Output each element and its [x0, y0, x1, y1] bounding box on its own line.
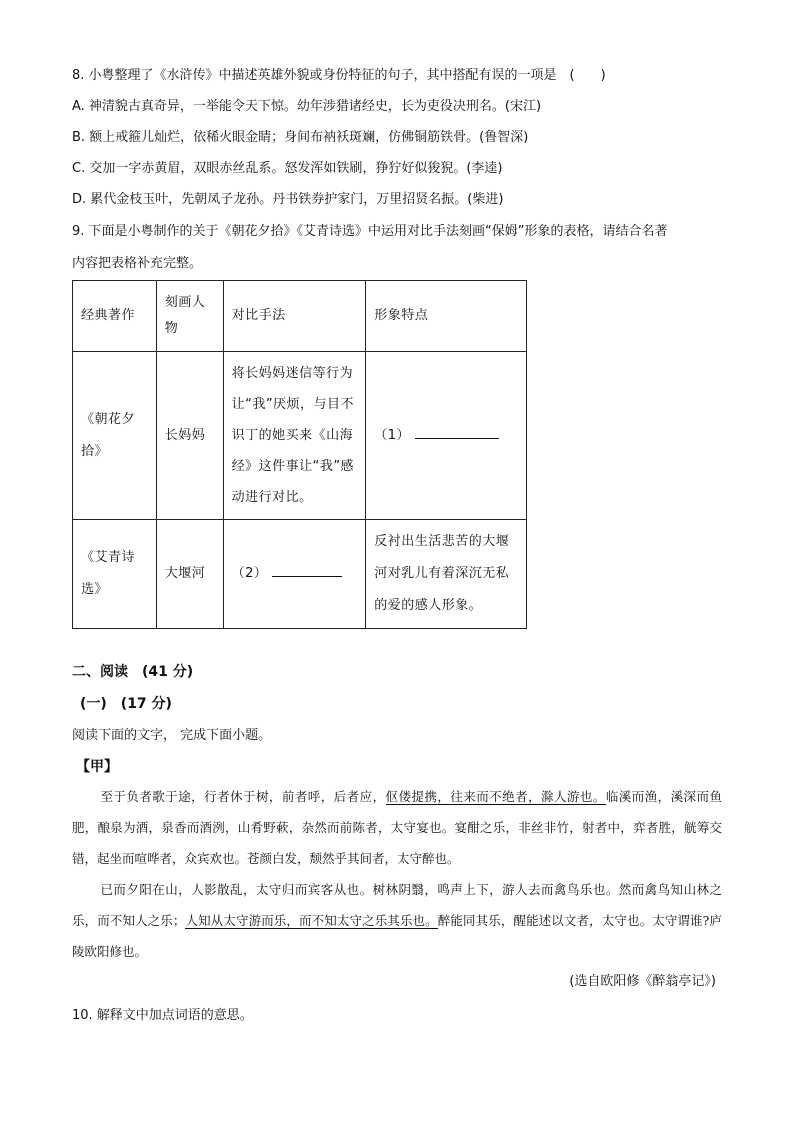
cell-trait: 反衬出生活悲苦的大堰河对乳儿有着深沉无私的爱的感人形象。: [366, 520, 527, 629]
question-8-option-b: B. 额上戒箍儿灿烂，依稀火眼金睛；身间布衲袄斑斓，仿佛铜筋铁骨。(鲁智深): [72, 130, 529, 145]
question-10-stem: 10. 解释文中加点词语的意思。: [72, 1008, 253, 1023]
cell-contrast: 将长妈妈迷信等行为让“我”厌烦，与目不识丁的她买来《山海经》这件事让“我”感动进行对比。: [223, 352, 366, 520]
question-8-option-c: C. 交加一字赤黄眉，双眼赤丝乱系。怒发浑如铁刷，狰狞好似狻猊。(李逵): [72, 161, 503, 176]
question-8-stem: 8. 小粤整理了《水浒传》中描述英雄外貌或身份特征的句子，其中搭配有误的一项是 ( ): [72, 68, 606, 83]
cell-contrast-blank[interactable]: [223, 520, 366, 629]
cell-book: 《朝花夕拾》: [73, 352, 157, 520]
answer-blank-2[interactable]: [272, 562, 342, 577]
question-8-option-d: D. 累代金枝玉叶，先朝凤子龙孙。丹书铁券护家门，万里招贤名振。(柴进): [72, 192, 504, 207]
table-header-row: [73, 281, 527, 352]
header-trait: 形象特点: [366, 281, 527, 352]
p2-text-a: 已而夕阳在山，人影散乱，太守归而宾客从也。树林阴翳，鸣声上下，游人去而禽鸟乐也。然而禽鸟知山林之乐，而不知人之乐；: [72, 882, 722, 928]
cell-character: 大堰河: [156, 520, 223, 629]
p1-text-b: 临溪而渔，溪深而鱼肥，酿泉为酒，泉香而酒洌，山肴野蔌，杂然而前陈者，太守宴也。宴酣之乐，非丝非竹，射者中，弈者胜，觥筹交错，起坐而喧哗者，众宾欢也。苍颜白发，颓然乎其间者，太守醉也。: [72, 789, 722, 866]
passage-paragraph-1: [72, 781, 722, 874]
header-character: 刻画人物: [156, 281, 223, 352]
cell-trait-blank[interactable]: [366, 352, 527, 520]
p2-text-b: 醉能同其乐，醒能述以文者，太守也。太守谓谁?庐陵欧阳修也。: [72, 913, 722, 959]
question-9-stem-line-2: 内容把表格补充完整。: [72, 256, 203, 271]
p2-underlined-sentence: 人知从太守游而乐，而不知太守之乐其乐也。: [185, 913, 438, 928]
passage-label-jia: 【甲】: [76, 759, 118, 775]
header-contrast: 对比手法: [223, 281, 366, 352]
p1-underlined-sentence: 伛偻提携，往来而不绝者，滁人游也。: [385, 789, 606, 804]
passage-source: (选自欧阳修《醉翁亭记》): [569, 974, 716, 989]
cell-character: 长妈妈: [156, 352, 223, 520]
blank-2-marker: （2）: [231, 566, 268, 581]
cell-book: 《艾青诗选》: [73, 520, 157, 629]
blank-1-marker: （1）: [374, 427, 411, 443]
table-row: [73, 352, 527, 520]
answer-blank-1[interactable]: [415, 424, 499, 439]
header-book: 经典著作: [73, 281, 157, 352]
comparison-table: [72, 280, 527, 629]
p1-text-a: 至于负者歌于途，行者休于树，前者呼，后者应，: [100, 789, 386, 804]
section-2-title: 二、阅读 (41 分): [72, 664, 194, 680]
passage-paragraph-2: [72, 874, 722, 967]
question-9-stem-line-1: 9. 下面是小粤制作的关于《朝花夕拾》《艾青诗选》中运用对比手法刻画“保姆”形象的表格，请结合名著: [72, 224, 668, 239]
subsection-1-title: (一) (17 分): [80, 696, 172, 712]
reading-instruction: 阅读下面的文字， 完成下面小题。: [72, 728, 272, 743]
question-8-option-a: A. 神清貌古真奇异，一举能令天下惊。幼年涉猎诸经史，长为吏役决刑名。(宋江): [72, 99, 542, 114]
table-row: [73, 520, 527, 629]
